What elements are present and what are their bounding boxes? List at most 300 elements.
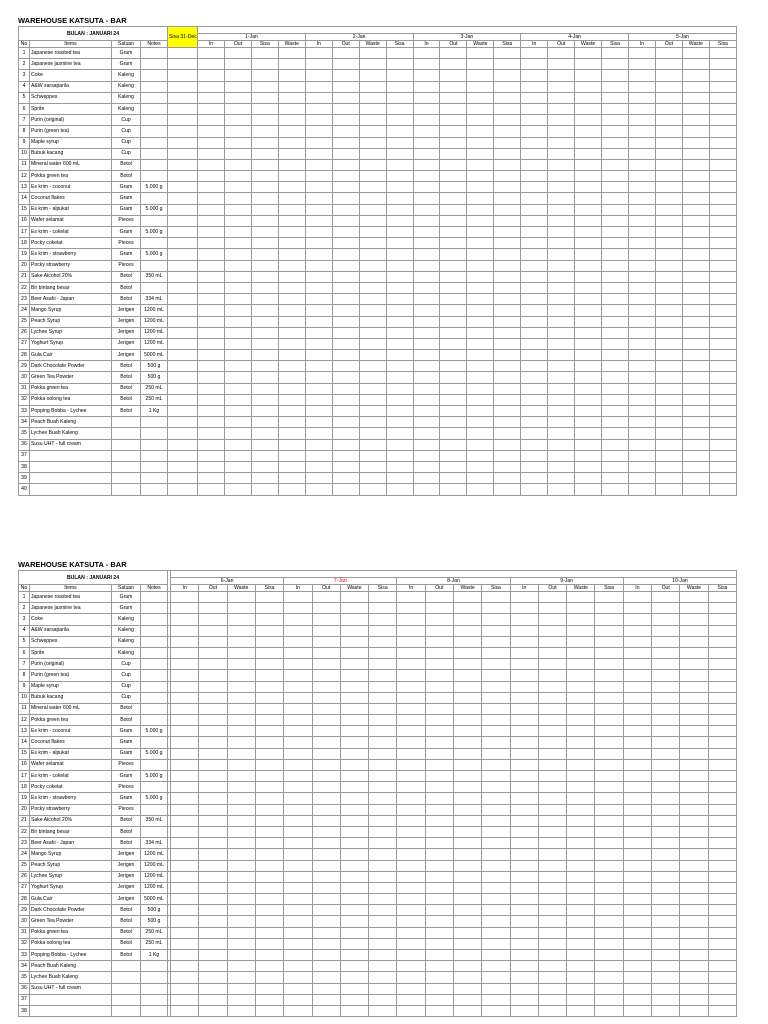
entry-cell[interactable] [467, 260, 494, 271]
entry-cell[interactable] [548, 103, 575, 114]
entry-cell[interactable] [548, 417, 575, 428]
entry-cell[interactable] [305, 406, 332, 417]
entry-cell[interactable] [567, 793, 595, 804]
entry-cell[interactable] [602, 406, 629, 417]
entry-cell[interactable] [227, 860, 255, 871]
entry-cell[interactable] [255, 983, 283, 994]
entry-cell[interactable] [305, 171, 332, 182]
entry-cell[interactable] [251, 316, 278, 327]
entry-cell[interactable] [682, 70, 709, 81]
entry-cell[interactable] [682, 406, 709, 417]
entry-cell[interactable] [575, 473, 602, 484]
entry-cell[interactable] [425, 692, 453, 703]
entry-cell[interactable] [340, 905, 368, 916]
sisa-previous-cell[interactable] [168, 338, 198, 349]
entry-cell[interactable] [284, 994, 312, 1005]
entry-cell[interactable] [171, 994, 199, 1005]
entry-cell[interactable] [198, 350, 225, 361]
entry-cell[interactable] [708, 759, 736, 770]
entry-cell[interactable] [224, 372, 251, 383]
entry-cell[interactable] [340, 916, 368, 927]
entry-cell[interactable] [332, 148, 359, 159]
entry-cell[interactable] [510, 972, 538, 983]
entry-cell[interactable] [494, 338, 521, 349]
entry-cell[interactable] [198, 115, 225, 126]
entry-cell[interactable] [386, 70, 413, 81]
entry-cell[interactable] [359, 305, 386, 316]
entry-cell[interactable] [575, 137, 602, 148]
entry-cell[interactable] [224, 316, 251, 327]
entry-cell[interactable] [251, 428, 278, 439]
entry-cell[interactable] [602, 327, 629, 338]
entry-cell[interactable] [224, 227, 251, 238]
entry-cell[interactable] [623, 625, 651, 636]
entry-cell[interactable] [482, 871, 510, 882]
entry-cell[interactable] [680, 938, 708, 949]
entry-cell[interactable] [453, 715, 481, 726]
entry-cell[interactable] [255, 849, 283, 860]
entry-cell[interactable] [171, 793, 199, 804]
entry-cell[interactable] [369, 916, 397, 927]
entry-cell[interactable] [332, 115, 359, 126]
entry-cell[interactable] [595, 670, 623, 681]
entry-cell[interactable] [340, 793, 368, 804]
entry-cell[interactable] [521, 428, 548, 439]
entry-cell[interactable] [453, 748, 481, 759]
entry-cell[interactable] [278, 215, 305, 226]
entry-cell[interactable] [623, 860, 651, 871]
entry-cell[interactable] [278, 316, 305, 327]
entry-cell[interactable] [224, 394, 251, 405]
entry-cell[interactable] [629, 260, 656, 271]
entry-cell[interactable] [198, 484, 225, 495]
entry-cell[interactable] [340, 938, 368, 949]
entry-cell[interactable] [332, 327, 359, 338]
entry-cell[interactable] [680, 670, 708, 681]
entry-cell[interactable] [510, 961, 538, 972]
entry-cell[interactable] [575, 215, 602, 226]
entry-cell[interactable] [340, 950, 368, 961]
entry-cell[interactable] [708, 726, 736, 737]
entry-cell[interactable] [453, 815, 481, 826]
entry-cell[interactable] [440, 193, 467, 204]
entry-cell[interactable] [227, 793, 255, 804]
entry-cell[interactable] [521, 238, 548, 249]
entry-cell[interactable] [332, 294, 359, 305]
entry-cell[interactable] [629, 148, 656, 159]
entry-cell[interactable] [680, 782, 708, 793]
entry-cell[interactable] [255, 603, 283, 614]
entry-cell[interactable] [708, 860, 736, 871]
entry-cell[interactable] [312, 961, 340, 972]
entry-cell[interactable] [305, 428, 332, 439]
entry-cell[interactable] [680, 737, 708, 748]
entry-cell[interactable] [199, 603, 227, 614]
entry-cell[interactable] [521, 92, 548, 103]
entry-cell[interactable] [680, 647, 708, 658]
entry-cell[interactable] [171, 916, 199, 927]
entry-cell[interactable] [709, 70, 736, 81]
entry-cell[interactable] [655, 115, 682, 126]
entry-cell[interactable] [680, 994, 708, 1005]
entry-cell[interactable] [709, 92, 736, 103]
entry-cell[interactable] [369, 659, 397, 670]
entry-cell[interactable] [623, 871, 651, 882]
entry-cell[interactable] [369, 815, 397, 826]
entry-cell[interactable] [284, 826, 312, 837]
entry-cell[interactable] [575, 406, 602, 417]
entry-cell[interactable] [595, 860, 623, 871]
entry-cell[interactable] [397, 592, 425, 603]
entry-cell[interactable] [224, 126, 251, 137]
entry-cell[interactable] [425, 659, 453, 670]
entry-cell[interactable] [255, 938, 283, 949]
entry-cell[interactable] [332, 92, 359, 103]
entry-cell[interactable] [440, 182, 467, 193]
entry-cell[interactable] [171, 670, 199, 681]
entry-cell[interactable] [340, 894, 368, 905]
entry-cell[interactable] [629, 372, 656, 383]
entry-cell[interactable] [340, 771, 368, 782]
entry-cell[interactable] [538, 983, 566, 994]
entry-cell[interactable] [575, 394, 602, 405]
entry-cell[interactable] [567, 748, 595, 759]
entry-cell[interactable] [494, 294, 521, 305]
entry-cell[interactable] [602, 372, 629, 383]
entry-cell[interactable] [467, 417, 494, 428]
entry-cell[interactable] [629, 484, 656, 495]
entry-cell[interactable] [284, 659, 312, 670]
entry-cell[interactable] [602, 92, 629, 103]
entry-cell[interactable] [440, 137, 467, 148]
entry-cell[interactable] [413, 383, 440, 394]
entry-cell[interactable] [251, 450, 278, 461]
entry-cell[interactable] [575, 115, 602, 126]
entry-cell[interactable] [629, 338, 656, 349]
entry-cell[interactable] [548, 238, 575, 249]
entry-cell[interactable] [340, 871, 368, 882]
entry-cell[interactable] [453, 625, 481, 636]
entry-cell[interactable] [602, 260, 629, 271]
entry-cell[interactable] [284, 871, 312, 882]
entry-cell[interactable] [494, 473, 521, 484]
entry-cell[interactable] [359, 193, 386, 204]
entry-cell[interactable] [538, 692, 566, 703]
entry-cell[interactable] [548, 260, 575, 271]
entry-cell[interactable] [413, 372, 440, 383]
entry-cell[interactable] [708, 871, 736, 882]
entry-cell[interactable] [332, 260, 359, 271]
entry-cell[interactable] [369, 950, 397, 961]
entry-cell[interactable] [655, 171, 682, 182]
entry-cell[interactable] [680, 871, 708, 882]
entry-cell[interactable] [575, 81, 602, 92]
entry-cell[interactable] [340, 636, 368, 647]
entry-cell[interactable] [567, 692, 595, 703]
entry-cell[interactable] [369, 804, 397, 815]
entry-cell[interactable] [251, 215, 278, 226]
entry-cell[interactable] [340, 692, 368, 703]
entry-cell[interactable] [595, 815, 623, 826]
entry-cell[interactable] [199, 905, 227, 916]
entry-cell[interactable] [255, 894, 283, 905]
entry-cell[interactable] [305, 81, 332, 92]
entry-cell[interactable] [312, 636, 340, 647]
sisa-previous-cell[interactable] [168, 271, 198, 282]
entry-cell[interactable] [312, 771, 340, 782]
entry-cell[interactable] [548, 316, 575, 327]
entry-cell[interactable] [312, 793, 340, 804]
entry-cell[interactable] [278, 171, 305, 182]
entry-cell[interactable] [467, 282, 494, 293]
entry-cell[interactable] [567, 659, 595, 670]
entry-cell[interactable] [369, 670, 397, 681]
entry-cell[interactable] [575, 48, 602, 59]
entry-cell[interactable] [709, 350, 736, 361]
entry-cell[interactable] [255, 625, 283, 636]
entry-cell[interactable] [629, 327, 656, 338]
entry-cell[interactable] [255, 860, 283, 871]
entry-cell[interactable] [413, 137, 440, 148]
entry-cell[interactable] [386, 417, 413, 428]
entry-cell[interactable] [482, 849, 510, 860]
entry-cell[interactable] [510, 715, 538, 726]
entry-cell[interactable] [397, 782, 425, 793]
entry-cell[interactable] [255, 1005, 283, 1016]
entry-cell[interactable] [682, 182, 709, 193]
entry-cell[interactable] [198, 215, 225, 226]
entry-cell[interactable] [312, 592, 340, 603]
entry-cell[interactable] [548, 59, 575, 70]
entry-cell[interactable] [198, 417, 225, 428]
entry-cell[interactable] [312, 983, 340, 994]
entry-cell[interactable] [548, 428, 575, 439]
entry-cell[interactable] [623, 737, 651, 748]
entry-cell[interactable] [397, 826, 425, 837]
entry-cell[interactable] [255, 771, 283, 782]
entry-cell[interactable] [199, 927, 227, 938]
entry-cell[interactable] [494, 271, 521, 282]
entry-cell[interactable] [494, 372, 521, 383]
entry-cell[interactable] [682, 294, 709, 305]
entry-cell[interactable] [548, 406, 575, 417]
entry-cell[interactable] [595, 771, 623, 782]
sisa-previous-cell[interactable] [168, 327, 198, 338]
entry-cell[interactable] [538, 603, 566, 614]
entry-cell[interactable] [595, 961, 623, 972]
entry-cell[interactable] [494, 439, 521, 450]
entry-cell[interactable] [482, 614, 510, 625]
entry-cell[interactable] [340, 715, 368, 726]
entry-cell[interactable] [708, 681, 736, 692]
entry-cell[interactable] [199, 659, 227, 670]
entry-cell[interactable] [413, 103, 440, 114]
entry-cell[interactable] [397, 1005, 425, 1016]
entry-cell[interactable] [171, 759, 199, 770]
entry-cell[interactable] [359, 394, 386, 405]
entry-cell[interactable] [682, 260, 709, 271]
entry-cell[interactable] [397, 715, 425, 726]
entry-cell[interactable] [708, 1005, 736, 1016]
entry-cell[interactable] [251, 294, 278, 305]
entry-cell[interactable] [575, 327, 602, 338]
entry-cell[interactable] [538, 703, 566, 714]
entry-cell[interactable] [494, 484, 521, 495]
entry-cell[interactable] [425, 938, 453, 949]
entry-cell[interactable] [359, 103, 386, 114]
entry-cell[interactable] [386, 238, 413, 249]
entry-cell[interactable] [198, 249, 225, 260]
entry-cell[interactable] [340, 838, 368, 849]
entry-cell[interactable] [278, 473, 305, 484]
entry-cell[interactable] [199, 938, 227, 949]
entry-cell[interactable] [413, 350, 440, 361]
entry-cell[interactable] [425, 715, 453, 726]
entry-cell[interactable] [623, 994, 651, 1005]
entry-cell[interactable] [440, 48, 467, 59]
entry-cell[interactable] [284, 882, 312, 893]
entry-cell[interactable] [453, 592, 481, 603]
entry-cell[interactable] [510, 782, 538, 793]
sisa-previous-cell[interactable] [168, 361, 198, 372]
entry-cell[interactable] [440, 372, 467, 383]
entry-cell[interactable] [623, 759, 651, 770]
entry-cell[interactable] [284, 703, 312, 714]
entry-cell[interactable] [198, 372, 225, 383]
entry-cell[interactable] [510, 860, 538, 871]
entry-cell[interactable] [278, 137, 305, 148]
entry-cell[interactable] [284, 737, 312, 748]
entry-cell[interactable] [575, 103, 602, 114]
entry-cell[interactable] [198, 461, 225, 472]
entry-cell[interactable] [198, 103, 225, 114]
entry-cell[interactable] [227, 838, 255, 849]
entry-cell[interactable] [251, 361, 278, 372]
entry-cell[interactable] [199, 771, 227, 782]
entry-cell[interactable] [575, 461, 602, 472]
entry-cell[interactable] [575, 204, 602, 215]
entry-cell[interactable] [425, 815, 453, 826]
entry-cell[interactable] [340, 804, 368, 815]
entry-cell[interactable] [629, 59, 656, 70]
entry-cell[interactable] [255, 726, 283, 737]
entry-cell[interactable] [305, 327, 332, 338]
entry-cell[interactable] [682, 282, 709, 293]
entry-cell[interactable] [548, 305, 575, 316]
entry-cell[interactable] [312, 849, 340, 860]
entry-cell[interactable] [482, 659, 510, 670]
entry-cell[interactable] [251, 338, 278, 349]
entry-cell[interactable] [224, 81, 251, 92]
entry-cell[interactable] [255, 961, 283, 972]
entry-cell[interactable] [482, 793, 510, 804]
entry-cell[interactable] [413, 361, 440, 372]
entry-cell[interactable] [312, 860, 340, 871]
entry-cell[interactable] [510, 905, 538, 916]
entry-cell[interactable] [284, 670, 312, 681]
entry-cell[interactable] [682, 81, 709, 92]
entry-cell[interactable] [369, 849, 397, 860]
entry-cell[interactable] [284, 782, 312, 793]
entry-cell[interactable] [171, 592, 199, 603]
entry-cell[interactable] [548, 81, 575, 92]
entry-cell[interactable] [312, 647, 340, 658]
entry-cell[interactable] [521, 70, 548, 81]
entry-cell[interactable] [453, 603, 481, 614]
entry-cell[interactable] [708, 737, 736, 748]
entry-cell[interactable] [510, 592, 538, 603]
entry-cell[interactable] [510, 726, 538, 737]
entry-cell[interactable] [199, 759, 227, 770]
entry-cell[interactable] [595, 894, 623, 905]
entry-cell[interactable] [682, 159, 709, 170]
entry-cell[interactable] [312, 737, 340, 748]
entry-cell[interactable] [278, 126, 305, 137]
entry-cell[interactable] [440, 249, 467, 260]
entry-cell[interactable] [467, 249, 494, 260]
entry-cell[interactable] [440, 92, 467, 103]
entry-cell[interactable] [397, 659, 425, 670]
entry-cell[interactable] [413, 204, 440, 215]
entry-cell[interactable] [397, 916, 425, 927]
entry-cell[interactable] [482, 983, 510, 994]
entry-cell[interactable] [709, 48, 736, 59]
entry-cell[interactable] [386, 48, 413, 59]
entry-cell[interactable] [521, 148, 548, 159]
entry-cell[interactable] [510, 737, 538, 748]
entry-cell[interactable] [397, 961, 425, 972]
entry-cell[interactable] [453, 849, 481, 860]
entry-cell[interactable] [655, 439, 682, 450]
entry-cell[interactable] [425, 983, 453, 994]
entry-cell[interactable] [680, 894, 708, 905]
entry-cell[interactable] [521, 338, 548, 349]
sisa-previous-cell[interactable] [168, 294, 198, 305]
entry-cell[interactable] [467, 294, 494, 305]
entry-cell[interactable] [312, 670, 340, 681]
entry-cell[interactable] [709, 204, 736, 215]
entry-cell[interactable] [369, 737, 397, 748]
entry-cell[interactable] [629, 159, 656, 170]
entry-cell[interactable] [284, 916, 312, 927]
entry-cell[interactable] [198, 439, 225, 450]
entry-cell[interactable] [652, 882, 680, 893]
entry-cell[interactable] [397, 950, 425, 961]
entry-cell[interactable] [386, 193, 413, 204]
entry-cell[interactable] [312, 916, 340, 927]
entry-cell[interactable] [332, 361, 359, 372]
entry-cell[interactable] [359, 59, 386, 70]
entry-cell[interactable] [278, 461, 305, 472]
entry-cell[interactable] [494, 249, 521, 260]
entry-cell[interactable] [567, 603, 595, 614]
entry-cell[interactable] [369, 759, 397, 770]
entry-cell[interactable] [305, 316, 332, 327]
entry-cell[interactable] [413, 327, 440, 338]
entry-cell[interactable] [655, 126, 682, 137]
entry-cell[interactable] [198, 126, 225, 137]
entry-cell[interactable] [655, 48, 682, 59]
entry-cell[interactable] [629, 92, 656, 103]
entry-cell[interactable] [682, 148, 709, 159]
entry-cell[interactable] [284, 592, 312, 603]
entry-cell[interactable] [521, 394, 548, 405]
entry-cell[interactable] [224, 406, 251, 417]
entry-cell[interactable] [224, 484, 251, 495]
entry-cell[interactable] [199, 647, 227, 658]
sisa-previous-cell[interactable] [168, 115, 198, 126]
entry-cell[interactable] [602, 461, 629, 472]
